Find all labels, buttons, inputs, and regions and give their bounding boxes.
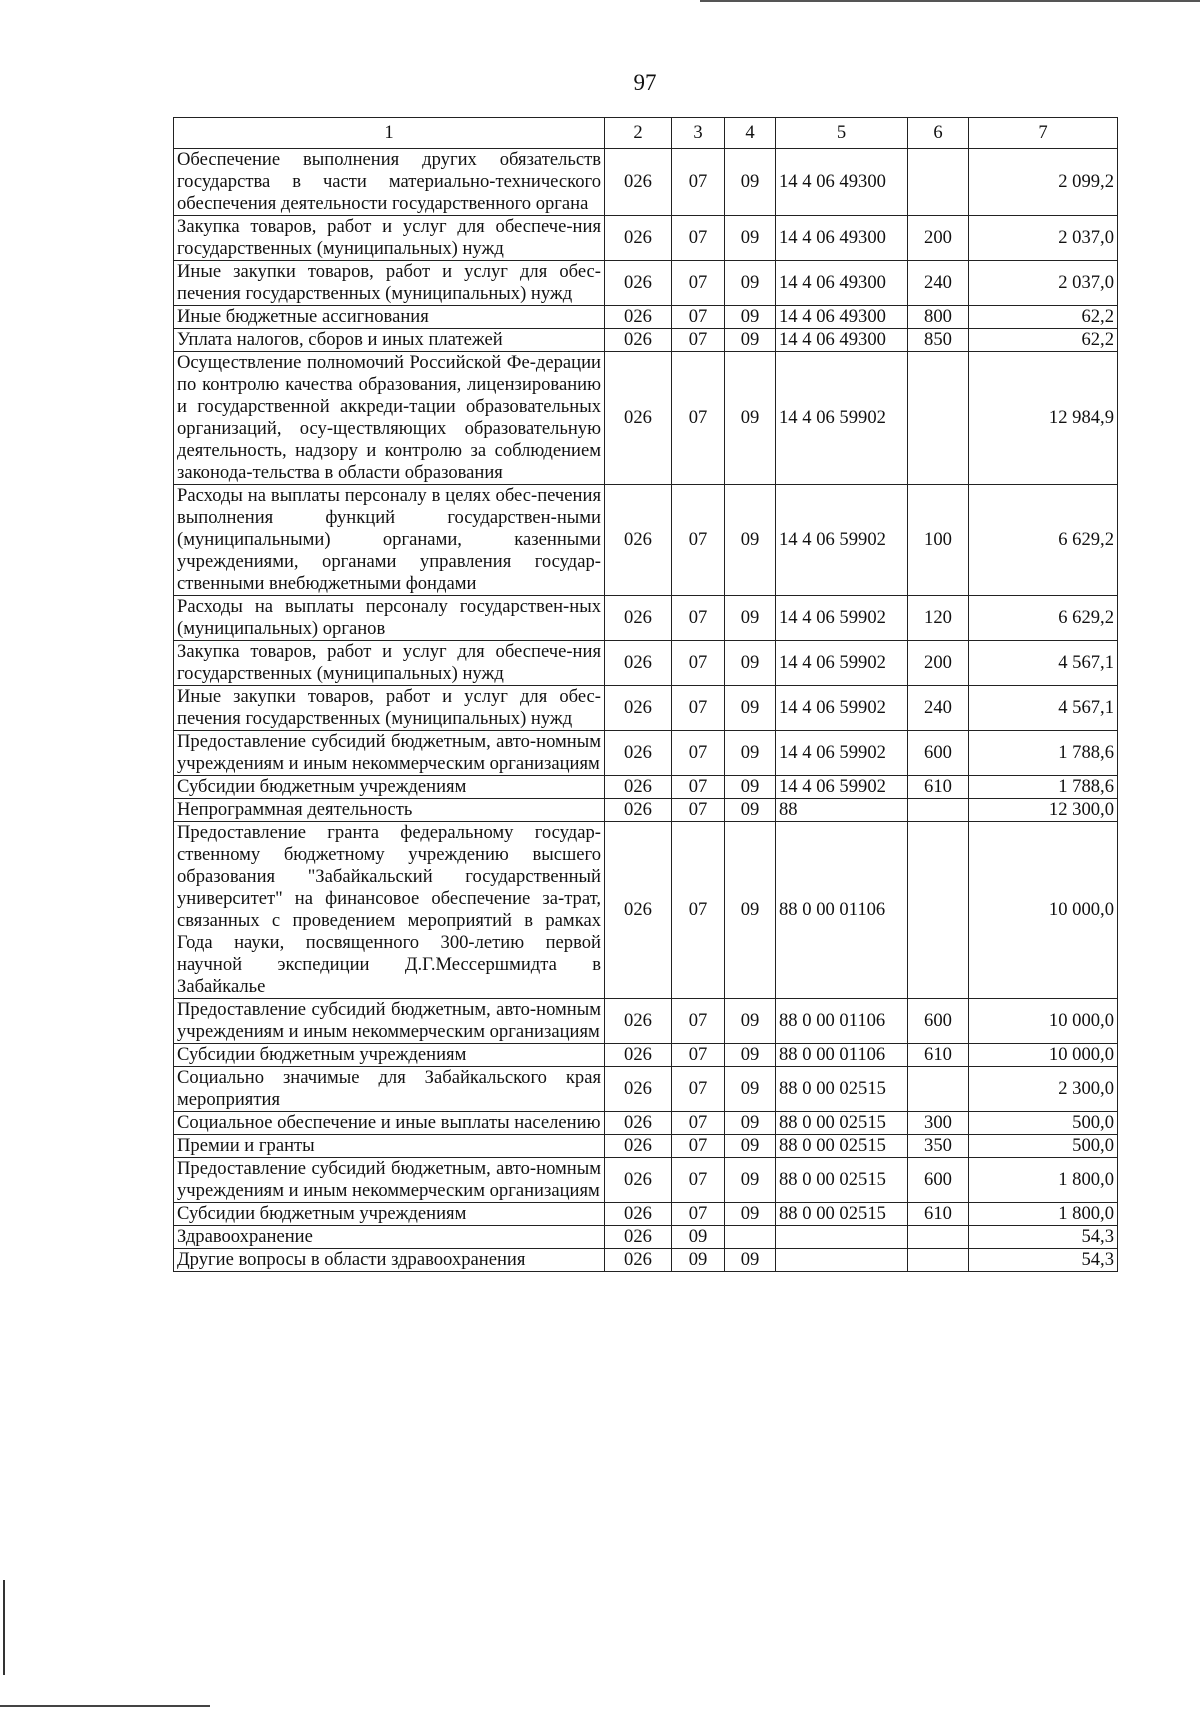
row-expense-type: 200 — [908, 641, 969, 686]
header-col-2: 2 — [605, 118, 672, 149]
row-admin-code: 026 — [605, 776, 672, 799]
table-row — [174, 999, 1118, 1044]
table-row — [174, 596, 1118, 641]
table-row — [174, 1067, 1118, 1112]
row-section: 07 — [672, 799, 725, 822]
row-subsection: 09 — [725, 1203, 776, 1226]
row-admin-code: 026 — [605, 1067, 672, 1112]
row-expense-type: 610 — [908, 776, 969, 799]
table-row — [174, 306, 1118, 329]
row-target-code: 14 4 06 49300 — [776, 329, 908, 352]
row-amount: 6 629,2 — [969, 596, 1118, 641]
row-amount: 54,3 — [969, 1249, 1118, 1272]
row-admin-code: 026 — [605, 596, 672, 641]
row-amount: 2 300,0 — [969, 1067, 1118, 1112]
scan-edge-top — [700, 0, 1200, 2]
row-admin-code: 026 — [605, 306, 672, 329]
row-section: 07 — [672, 261, 725, 306]
table-row — [174, 261, 1118, 306]
row-expense-type: 610 — [908, 1044, 969, 1067]
table-row — [174, 686, 1118, 731]
row-target-code: 88 0 00 01106 — [776, 1044, 908, 1067]
row-amount: 4 567,1 — [969, 641, 1118, 686]
row-target-code: 88 0 00 01106 — [776, 822, 908, 999]
row-amount: 54,3 — [969, 1226, 1118, 1249]
table-row — [174, 352, 1118, 485]
row-name: Закупка товаров, работ и услуг для обеспече-ния государственных (муниципальных) нужд — [174, 216, 605, 261]
row-expense-type: 350 — [908, 1135, 969, 1158]
row-section: 07 — [672, 1067, 725, 1112]
row-target-code: 14 4 06 59902 — [776, 776, 908, 799]
row-section: 07 — [672, 731, 725, 776]
row-expense-type: 200 — [908, 216, 969, 261]
row-target-code: 14 4 06 49300 — [776, 149, 908, 216]
row-subsection: 09 — [725, 149, 776, 216]
row-section: 07 — [672, 776, 725, 799]
row-subsection: 09 — [725, 352, 776, 485]
row-amount: 2 037,0 — [969, 216, 1118, 261]
table-row — [174, 822, 1118, 999]
row-target-code: 14 4 06 49300 — [776, 216, 908, 261]
row-name: Здравоохранение — [174, 1226, 605, 1249]
row-target-code: 88 0 00 02515 — [776, 1067, 908, 1112]
row-amount: 1 788,6 — [969, 731, 1118, 776]
row-section: 07 — [672, 1135, 725, 1158]
row-section: 07 — [672, 822, 725, 999]
row-name: Обеспечение выполнения других обязательств государства в части материально-технического обеспечения деятельности государственного органа — [174, 149, 605, 216]
table-row — [174, 1249, 1118, 1272]
row-subsection: 09 — [725, 999, 776, 1044]
row-target-code: 88 0 00 01106 — [776, 999, 908, 1044]
row-amount: 4 567,1 — [969, 686, 1118, 731]
row-name: Иные бюджетные ассигнования — [174, 306, 605, 329]
row-name: Предоставление субсидий бюджетным, авто-номным учреждениям и иным некоммерческим организациям — [174, 999, 605, 1044]
row-section: 07 — [672, 149, 725, 216]
table-row — [174, 1135, 1118, 1158]
row-expense-type — [908, 1067, 969, 1112]
row-amount: 10 000,0 — [969, 1044, 1118, 1067]
row-name: Иные закупки товаров, работ и услуг для обес-печения государственных (муниципальных) нужд — [174, 686, 605, 731]
table-row — [174, 799, 1118, 822]
table-row — [174, 216, 1118, 261]
header-col-3: 3 — [672, 118, 725, 149]
row-expense-type: 600 — [908, 731, 969, 776]
row-amount: 500,0 — [969, 1112, 1118, 1135]
header-col-5: 5 — [776, 118, 908, 149]
row-name: Социально значимые для Забайкальского края мероприятия — [174, 1067, 605, 1112]
row-subsection: 09 — [725, 216, 776, 261]
header-col-4: 4 — [725, 118, 776, 149]
table-row — [174, 1226, 1118, 1249]
row-admin-code: 026 — [605, 1158, 672, 1203]
row-target-code: 88 0 00 02515 — [776, 1158, 908, 1203]
row-amount: 12 300,0 — [969, 799, 1118, 822]
row-name: Предоставление гранта федеральному государ-ственному бюджетному учреждению высшего образования "Забайкальский государственный университет" на финансовое обеспечение за-трат, связанных с проведением мероприятий в рамках Года науки, посвященного 300-летию первой научной экспедиции Д.Г.Мессершмидта в Забайкалье — [174, 822, 605, 999]
row-expense-type: 800 — [908, 306, 969, 329]
row-name: Другие вопросы в области здравоохранения — [174, 1249, 605, 1272]
row-expense-type: 100 — [908, 485, 969, 596]
header-row — [174, 118, 1118, 149]
row-target-code: 14 4 06 59902 — [776, 596, 908, 641]
row-subsection — [725, 1226, 776, 1249]
row-name: Расходы на выплаты персоналу в целях обес-печения выполнения функций государствен-ными (муниципальными) органами, казенными учреждениями, органами управления государ-ственными внебюджетными фондами — [174, 485, 605, 596]
row-target-code: 14 4 06 59902 — [776, 641, 908, 686]
row-admin-code: 026 — [605, 1135, 672, 1158]
row-name: Непрограммная деятельность — [174, 799, 605, 822]
table-row — [174, 776, 1118, 799]
row-expense-type: 610 — [908, 1203, 969, 1226]
row-expense-type: 120 — [908, 596, 969, 641]
row-section: 07 — [672, 1044, 725, 1067]
row-admin-code: 026 — [605, 641, 672, 686]
table-row — [174, 1044, 1118, 1067]
row-subsection: 09 — [725, 1112, 776, 1135]
row-expense-type: 240 — [908, 686, 969, 731]
row-subsection: 09 — [725, 1067, 776, 1112]
row-expense-type: 240 — [908, 261, 969, 306]
row-admin-code: 026 — [605, 149, 672, 216]
row-section: 07 — [672, 596, 725, 641]
row-section: 07 — [672, 1158, 725, 1203]
row-section: 07 — [672, 686, 725, 731]
row-subsection: 09 — [725, 822, 776, 999]
header-col-1: 1 — [174, 118, 605, 149]
row-name: Субсидии бюджетным учреждениям — [174, 1203, 605, 1226]
row-expense-type — [908, 822, 969, 999]
table-row — [174, 731, 1118, 776]
row-admin-code: 026 — [605, 485, 672, 596]
table-row — [174, 641, 1118, 686]
row-expense-type — [908, 1249, 969, 1272]
row-admin-code: 026 — [605, 799, 672, 822]
row-name: Субсидии бюджетным учреждениям — [174, 1044, 605, 1067]
row-amount: 6 629,2 — [969, 485, 1118, 596]
row-subsection: 09 — [725, 329, 776, 352]
row-target-code — [776, 1249, 908, 1272]
row-expense-type — [908, 149, 969, 216]
row-amount: 12 984,9 — [969, 352, 1118, 485]
row-expense-type: 850 — [908, 329, 969, 352]
row-expense-type: 300 — [908, 1112, 969, 1135]
row-target-code: 88 0 00 02515 — [776, 1203, 908, 1226]
row-subsection: 09 — [725, 776, 776, 799]
row-section: 07 — [672, 999, 725, 1044]
row-subsection: 09 — [725, 261, 776, 306]
row-name: Осуществление полномочий Российской Фе-дерации по контролю качества образования, лицензированию и государственной аккреди-тации образовательных организаций, осу-ществляющих образовательную деятельность, надзору и контролю за соблюдением законода-тельства в области образования — [174, 352, 605, 485]
row-target-code — [776, 1226, 908, 1249]
row-section: 07 — [672, 352, 725, 485]
row-amount: 1 800,0 — [969, 1203, 1118, 1226]
table-row — [174, 1112, 1118, 1135]
row-amount: 2 037,0 — [969, 261, 1118, 306]
row-section: 07 — [672, 306, 725, 329]
table-row — [174, 1158, 1118, 1203]
row-name: Расходы на выплаты персоналу государствен-ных (муниципальных) органов — [174, 596, 605, 641]
table-row — [174, 485, 1118, 596]
row-target-code: 88 0 00 02515 — [776, 1135, 908, 1158]
row-amount: 1 788,6 — [969, 776, 1118, 799]
row-subsection: 09 — [725, 1158, 776, 1203]
row-section: 07 — [672, 641, 725, 686]
row-subsection: 09 — [725, 686, 776, 731]
header-col-6: 6 — [908, 118, 969, 149]
row-admin-code: 026 — [605, 216, 672, 261]
scan-edge-left — [3, 1580, 5, 1675]
table-row — [174, 329, 1118, 352]
row-target-code: 14 4 06 59902 — [776, 352, 908, 485]
row-subsection: 09 — [725, 799, 776, 822]
row-subsection: 09 — [725, 596, 776, 641]
row-name: Предоставление субсидий бюджетным, авто-номным учреждениям и иным некоммерческим организациям — [174, 1158, 605, 1203]
row-admin-code: 026 — [605, 352, 672, 485]
row-target-code: 88 — [776, 799, 908, 822]
row-name: Иные закупки товаров, работ и услуг для обес-печения государственных (муниципальных) нужд — [174, 261, 605, 306]
row-admin-code: 026 — [605, 261, 672, 306]
row-target-code: 14 4 06 59902 — [776, 485, 908, 596]
row-amount: 10 000,0 — [969, 822, 1118, 999]
row-target-code: 14 4 06 49300 — [776, 261, 908, 306]
row-section: 09 — [672, 1226, 725, 1249]
row-target-code: 88 0 00 02515 — [776, 1112, 908, 1135]
row-admin-code: 026 — [605, 731, 672, 776]
row-admin-code: 026 — [605, 1226, 672, 1249]
row-amount: 500,0 — [969, 1135, 1118, 1158]
row-target-code: 14 4 06 59902 — [776, 686, 908, 731]
row-admin-code: 026 — [605, 822, 672, 999]
row-subsection: 09 — [725, 731, 776, 776]
row-section: 07 — [672, 1203, 725, 1226]
row-subsection: 09 — [725, 641, 776, 686]
row-admin-code: 026 — [605, 1203, 672, 1226]
row-expense-type: 600 — [908, 999, 969, 1044]
row-section: 07 — [672, 485, 725, 596]
row-name: Закупка товаров, работ и услуг для обеспече-ния государственных (муниципальных) нужд — [174, 641, 605, 686]
row-amount: 10 000,0 — [969, 999, 1118, 1044]
page-number: 97 — [633, 70, 657, 95]
row-name: Субсидии бюджетным учреждениям — [174, 776, 605, 799]
row-admin-code: 026 — [605, 1112, 672, 1135]
row-section: 07 — [672, 1112, 725, 1135]
row-expense-type — [908, 1226, 969, 1249]
row-subsection: 09 — [725, 1135, 776, 1158]
row-target-code: 14 4 06 59902 — [776, 731, 908, 776]
row-admin-code: 026 — [605, 686, 672, 731]
row-admin-code: 026 — [605, 999, 672, 1044]
row-subsection: 09 — [725, 485, 776, 596]
row-section: 07 — [672, 216, 725, 261]
row-admin-code: 026 — [605, 329, 672, 352]
row-subsection: 09 — [725, 306, 776, 329]
row-expense-type: 600 — [908, 1158, 969, 1203]
row-subsection: 09 — [725, 1044, 776, 1067]
row-admin-code: 026 — [605, 1044, 672, 1067]
row-section: 09 — [672, 1249, 725, 1272]
row-expense-type — [908, 799, 969, 822]
row-subsection: 09 — [725, 1249, 776, 1272]
row-name: Уплата налогов, сборов и иных платежей — [174, 329, 605, 352]
row-amount: 62,2 — [969, 306, 1118, 329]
row-section: 07 — [672, 329, 725, 352]
row-amount: 2 099,2 — [969, 149, 1118, 216]
row-name: Премии и гранты — [174, 1135, 605, 1158]
table-row — [174, 1203, 1118, 1226]
row-amount: 62,2 — [969, 329, 1118, 352]
header-col-7: 7 — [969, 118, 1118, 149]
scan-edge-bottom — [0, 1705, 210, 1707]
budget-table — [173, 117, 1118, 1272]
row-target-code: 14 4 06 49300 — [776, 306, 908, 329]
row-admin-code: 026 — [605, 1249, 672, 1272]
row-expense-type — [908, 352, 969, 485]
row-amount: 1 800,0 — [969, 1158, 1118, 1203]
row-name: Социальное обеспечение и иные выплаты населению — [174, 1112, 605, 1135]
table-row — [174, 149, 1118, 216]
row-name: Предоставление субсидий бюджетным, авто-номным учреждениям и иным некоммерческим организациям — [174, 731, 605, 776]
